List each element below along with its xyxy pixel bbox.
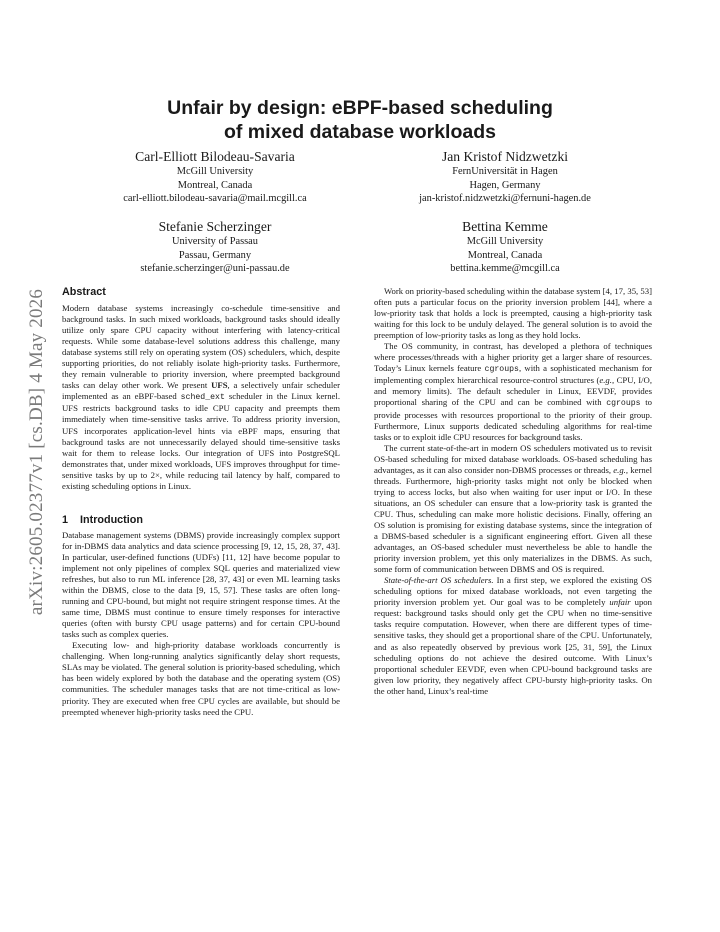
author-email: bettina.kemme@mcgill.ca xyxy=(450,263,560,274)
author-email: carl-elliott.bilodeau-savaria@mail.mcgill.ca xyxy=(123,193,307,204)
intro-paragraph-1: Database management systems (DBMS) provide increasingly complex support for in-DBMS data analytics and data science processing [9, 12, 15, 28, 37, 43]. In particular, user-defined functions (UDFs) [11, 12] have become popular to implement not only pipelines of complex SQL queries and materialized view refreshes, but also to run ML inference [28, 37, 43] or even ML learning tasks within the DBMS, close to the data [9, 15, 57]. These tasks are often long-running and CPU-bound, but might not require stringent response times. At the same time, DBMS must continue to ensure timely responses for interactive queries (often with bursty CPU usage patterns) and for certain CPU-bound tasks such as complex queries. xyxy=(62,529,340,640)
body-paragraph-4: State-of-the-art OS schedulers. In a first step, we explored the existing OS scheduling options for mixed database workloads, not even targeting the priority inversion problem yet. Our goal was to be completely unfair upon request: background tasks should only get the CPU when no time-sensitive tasks require computation. However, when there are different types of time-sensitive tasks, they should get a proportional share of the CPU. Unfortunately, and as also repeatedly observed by previous work [25, 31, 59], the Linux scheduling options do not achieve the desired outcome. With Linux’s proportional scheduler EEVDF, even when CPU-bound background tasks are given low priority, they negatively affect CPU-bursty high-priority tasks. On the other hand, Linux’s real-time xyxy=(374,575,652,696)
author-location: Hagen, Germany xyxy=(469,179,541,191)
left-column xyxy=(62,286,340,718)
author-affiliation: University of Passau xyxy=(171,236,258,247)
cgroups-code: cgroups xyxy=(606,399,641,409)
author-location: Passau, Germany xyxy=(178,249,252,261)
title-line-1: Unfair by design: eBPF-based scheduling xyxy=(167,97,553,119)
abstract-text: Modern database systems increasingly co-schedule time-sensitive and background tasks. In such mixed workloads, background tasks should ideally utilize only spare CPU capacity without interfering with latency-critical requests. While some database-level solutions address this challenge, many database systems still rely on operating system (OS) schedulers, which, despite supporting priorities, do not reliably isolate high-priority tasks. Furthermore, they remain vulnerable to priority inversion, where preempted background tasks can delay other work. We present UFS, a selectively unfair scheduler implemented as an eBPF-based sched_ext scheduler in the Linux kernel. UFS restricts background tasks to idle CPU capacity and preempts them immediately when time-sensitive tasks arrive. To address priority inversion, UFS incorporates application-level hints via eBPF maps, ensuring that background tasks are not unnecessarily delayed should time-sensitive tasks wait for them to release locks. Our integration of UFS into PostgreSQL demonstrates that, under mixed workloads, UFS improves throughput for time-sensitive tasks by up to 2×, while reducing tail latency by half, compared to existing scheduling options in Linux. xyxy=(62,303,340,491)
section-heading-introduction: 1 Introduction xyxy=(62,513,143,526)
sched-ext-code: sched_ext xyxy=(180,393,225,403)
cgroups-code: cgroups xyxy=(484,365,519,375)
author-location: Montreal, Canada xyxy=(177,179,253,191)
author-email: jan-kristof.nidzwetzki@fernuni-hagen.de xyxy=(419,193,591,204)
author-affiliation: McGill University xyxy=(176,166,254,177)
author-email: stefanie.scherzinger@uni-passau.de xyxy=(140,263,290,274)
right-column xyxy=(374,286,652,697)
author-block-3 xyxy=(90,218,340,276)
paper-title xyxy=(80,96,640,144)
paragraph-lead: State-of-the-art OS schedulers. xyxy=(384,575,494,586)
intro-paragraph-2: Executing low- and high-priority database workloads concurrently is challenging. When long-running analytics significantly delay short requests, SLAs may be violated. The general solution is priority-based scheduling, which has been widely explored by both the database and the operating system (OS) communities. The scheduler manages tasks that are not time-critical as low-priority. They are executed when free CPU cycles are available, but should be preempted whenever high-priority tasks need the CPU. xyxy=(62,640,340,717)
author-location: Montreal, Canada xyxy=(467,249,543,261)
arxiv-identifier-text: arXiv:2605.02377v1 [cs.DB] 4 May 2026 xyxy=(26,288,47,616)
author-name: Bettina Kemme xyxy=(462,219,548,234)
body-paragraph-3: The current state-of-the-art in modern OS schedulers motivated us to revisit OS-based scheduling for mixed database workloads. OS-based scheduling has advantages, as it can also consider non-DBMS processes or threads, e.g., kernel threads. Furthermore, high-priority tasks might not only be blocked when trying to access locks, but also when waiting for user input or I/O. In these situations, an OS scheduler can ensure that a low-priority task is granted the CPU. Thus, scheduling can make more holistic decisions. Finally, offering an OS solution is promising for existing database systems, since the integration of a DBMS-based scheduler is a significant engineering effort. Given all these advantages, an OS-based scheduler must nevertheless be able to handle the priority inversion problem, yet this only materializes in the DBMS. As such, some form of communication between DBMS and OS is required. xyxy=(374,442,652,575)
author-affiliation: McGill University xyxy=(466,236,544,247)
author-block-2 xyxy=(380,148,630,206)
abstract-heading: Abstract xyxy=(62,286,106,298)
title-line-2: of mixed database workloads xyxy=(223,121,496,143)
author-name: Stefanie Scherzinger xyxy=(158,219,272,234)
body-paragraph-2: The OS community, in contrast, has developed a plethora of techniques where processes/threads with a higher priority get a larger share of resources. Today’s Linux kernels feature cgroups, with a sophisticated mechanism for implementing complex hierarchical resource-control structures (e.g., CPU, I/O, and memory limits). The default scheduler in Linux, EEVDF, provides proportional sharing of the CPU and can be combined with cgroups to provide processes with resources proportional to the priority of their group. Furthermore, Linux supports dedicated scheduling algorithms for real-time tasks or to exploit idle CPU resources for background tasks. xyxy=(374,341,652,442)
ufs-name: UFS xyxy=(211,380,228,391)
author-affiliation: FernUniversität in Hagen xyxy=(452,166,558,177)
author-block-4 xyxy=(380,218,630,276)
author-block-1 xyxy=(90,148,340,206)
author-name: Jan Kristof Nidzwetzki xyxy=(441,149,569,164)
arxiv-identifier xyxy=(22,262,52,642)
body-paragraph-1: Work on priority-based scheduling within the database system [4, 17, 35, 53] often puts a particular focus on the priority inversion problem [44], where a low-priority task that holds a lock is preempted, causing a high-priority task waiting for this lock to be unduly delayed. The general solution is to avoid the preemption of low-priority tasks as long as they hold locks. xyxy=(374,286,652,341)
author-name: Carl-Elliott Bilodeau-Savaria xyxy=(135,149,295,164)
